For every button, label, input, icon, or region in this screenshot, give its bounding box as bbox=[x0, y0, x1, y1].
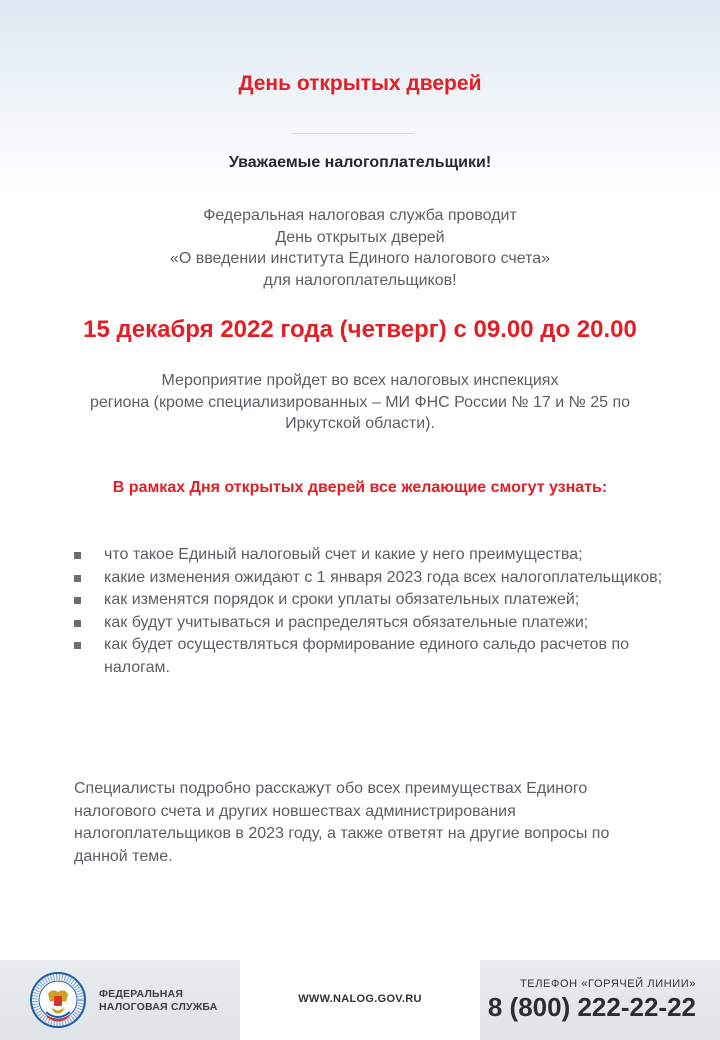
list-item bbox=[72, 544, 672, 567]
list-item-text: как будет осуществляться формирование единого сальдо расчетов по налогам. bbox=[104, 636, 630, 676]
greeting: Уважаемые налогоплательщики! bbox=[228, 154, 492, 171]
square-bullet-icon bbox=[74, 597, 81, 604]
organization-name-line: ФЕДЕРАЛЬНАЯ bbox=[99, 988, 184, 1000]
intro-line: для налогоплательщиков! bbox=[263, 271, 457, 289]
square-bullet-icon bbox=[74, 642, 81, 649]
organization-name bbox=[99, 988, 218, 1014]
venue-line: Иркутской области). bbox=[285, 415, 435, 432]
organization-name-line: НАЛОГОВАЯ СЛУЖБА bbox=[99, 1001, 218, 1013]
square-bullet-icon bbox=[74, 552, 81, 559]
event-date: 15 декабря 2022 года (четверг) с 09.00 до 20.00 bbox=[83, 316, 637, 343]
list-item-text: какие изменения ожидают с 1 января 2023 года всех налогоплательщиков; bbox=[104, 568, 663, 586]
venue-line: региона (кроме специализированных – МИ ФНС России № 17 и № 25 по bbox=[89, 393, 631, 411]
website-link[interactable]: WWW.NALOG.GOV.RU bbox=[298, 993, 422, 1005]
event-venue bbox=[60, 370, 660, 435]
list-item bbox=[72, 612, 672, 635]
list-item-text: как будут учитываться и распределяться обязательные платежи; bbox=[104, 613, 589, 631]
title-divider bbox=[292, 133, 414, 134]
hotline-label: ТЕЛЕФОН «ГОРЯЧЕЙ ЛИНИИ» bbox=[519, 978, 696, 990]
footer bbox=[0, 960, 720, 1040]
list-item bbox=[72, 634, 672, 679]
fns-emblem-icon bbox=[30, 972, 86, 1028]
intro-line: Федеральная налоговая служба проводит bbox=[203, 207, 517, 224]
hotline-number[interactable]: 8 (800) 222-22-22 bbox=[487, 992, 696, 1022]
square-bullet-icon bbox=[74, 620, 81, 627]
list-item-text: что такое Единый налоговый счет и какие у него преимущества; bbox=[104, 546, 583, 563]
page-title: День открытых дверей bbox=[238, 72, 482, 95]
topics-list bbox=[72, 544, 672, 679]
square-bullet-icon bbox=[74, 575, 81, 582]
list-item-text: как изменятся порядок и сроки уплаты обязательных платежей; bbox=[104, 591, 580, 608]
intro-text bbox=[0, 205, 720, 291]
closing-paragraph: Специалисты подробно расскажут обо всех преимуществах Единого налогового счета и других новшествах администрирования налогоплательщиков в 2023 году, а также ответят на другие вопросы по данной теме. bbox=[74, 780, 610, 865]
topics-heading: В рамках Дня открытых дверей все желающие смогут узнать: bbox=[112, 479, 608, 496]
intro-line: «О введении института Единого налогового счета» bbox=[169, 250, 551, 267]
venue-line: Мероприятие пройдет во всех налоговых инспекциях bbox=[161, 372, 559, 389]
list-item bbox=[72, 589, 672, 612]
list-item bbox=[72, 567, 672, 590]
intro-line: День открытых дверей bbox=[275, 228, 445, 246]
